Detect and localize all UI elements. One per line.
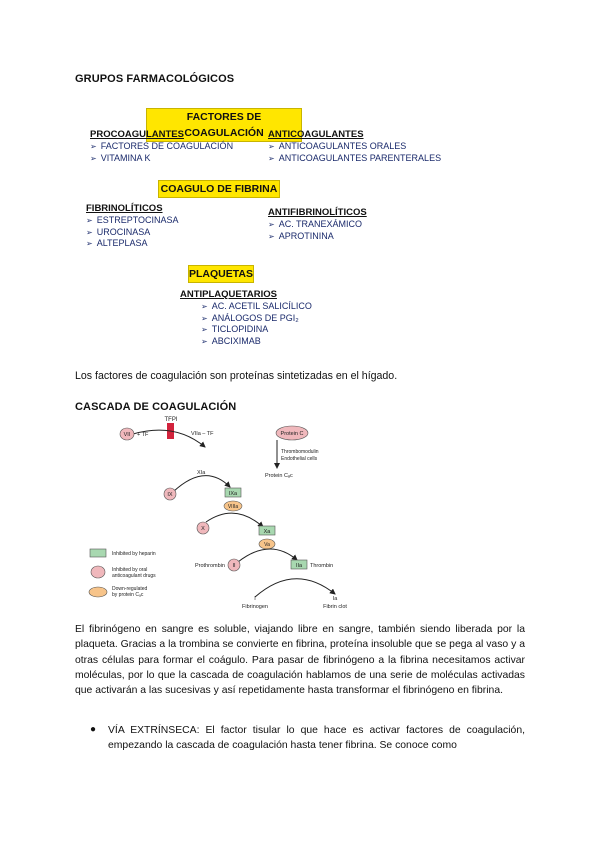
- list-item: ➢ VITAMINA K: [90, 152, 151, 163]
- sentence-factores-higado: Los factores de coagulación son proteínas sintetizadas en el hígado.: [75, 370, 398, 382]
- viia-tf-label: VIIa – TF: [191, 431, 214, 437]
- xa-label: Xa: [263, 529, 271, 535]
- prothrombin-label: Prothrombin: [195, 563, 225, 569]
- plus-tf-label: + TF: [137, 432, 149, 438]
- tfpi-label: TFPI: [164, 417, 178, 423]
- ixa-label: IXa: [228, 491, 238, 497]
- arrow-icon: ➢: [201, 336, 208, 346]
- arrow-icon: ➢: [268, 231, 275, 241]
- legend-down-label-1: Down-regulated: [112, 586, 148, 592]
- antifibrinoliticos-heading: ANTIFIBRINOLÍTICOS: [268, 207, 367, 218]
- xia-label: XIa: [197, 470, 206, 476]
- legend-down-swatch: [89, 587, 107, 597]
- box-coagulo-fibrina: COAGULO DE FIBRINA: [158, 180, 280, 198]
- list-item: ➢ ESTREPTOCINASA: [86, 215, 179, 225]
- coagulation-cascade-diagram: [85, 412, 385, 612]
- list-item: ➢ UROCINASA: [86, 226, 151, 237]
- iia-label: IIa: [295, 563, 303, 569]
- arrow-icon: ➢: [86, 216, 93, 225]
- anticoagulantes-heading: ANTICOAGULANTES: [268, 129, 364, 140]
- legend-oral-label-2: anticoagulant drugs: [112, 573, 156, 579]
- arrow-icon: ➢: [86, 239, 93, 249]
- fibrinogen-i-label: I: [254, 596, 256, 602]
- antifibrinoliticos-list: [268, 219, 362, 242]
- antiplaquetarios-heading: ANTIPLAQUETARIOS: [180, 289, 277, 300]
- arrow-icon: ➢: [90, 142, 97, 151]
- procoagulantes-heading: PROCOAGULANTES: [90, 129, 184, 140]
- anticoagulantes-list: [268, 141, 441, 164]
- legend-oral-label-1: Inhibited by oral: [112, 567, 148, 573]
- list-item: ➢ ANÁLOGOS DE PGI₂: [201, 312, 299, 323]
- list-item: ➢ FACTORES DE COAGULACIÓN: [90, 141, 234, 151]
- vii-label: VII: [123, 432, 131, 438]
- legend-heparin-label: Inhibited by heparin: [112, 551, 156, 557]
- fibrinogen-label: Fibrinogen: [242, 604, 268, 610]
- fibrinoliticos-list: [86, 215, 179, 250]
- fibrin-clot-label: Fibrin clot: [323, 604, 347, 610]
- protein-c-label: Protein C: [280, 431, 304, 437]
- list-item: ➢ ANTICOAGULANTES ORALES: [268, 141, 407, 151]
- arrow-icon: ➢: [201, 325, 208, 335]
- arrow-icon: ➢: [268, 142, 275, 151]
- endothelial-label: Endothelial cells: [281, 456, 318, 462]
- arrow-ix-to-ixa: [173, 476, 230, 492]
- list-item: ➢ AC. ACETIL SALICÍLICO: [201, 301, 312, 311]
- list-item: ➢ APROTININA: [268, 230, 334, 241]
- antiplaquetarios-list: [201, 301, 312, 347]
- legend-heparin-swatch: [90, 549, 106, 557]
- arrow-icon: ➢: [90, 153, 97, 163]
- section-title-grupos: GRUPOS FARMACOLÓGICOS: [75, 73, 235, 85]
- procoagulantes-list: [90, 141, 233, 164]
- arrow-icon: ➢: [268, 153, 275, 163]
- box-plaquetas: PLAQUETAS: [188, 265, 254, 283]
- arrow-prothrombin-to-thrombin: [238, 549, 297, 562]
- list-item: ➢ ALTEPLASA: [86, 238, 148, 249]
- protein-ca-label: Protein Cₐc: [265, 473, 293, 479]
- arrow-icon: ➢: [86, 227, 93, 237]
- list-item: ➢ ABCIXIMAB: [201, 335, 261, 346]
- paragraph-fibrinogeno: El fibrinógeno en sangre es soluble, viajando libre en sangre, también siendo liberada por la plaqueta. Gracias a la trombina se convierte en fibrina, proteína insoluble que se pega al vaso y a otras células para formar el coágulo. Para pasar de fibrinógeno a la fibrina necesitamos activar moléculas, por lo que la cascada de coagulación hablamos de una serie de moléculas activadas que activarán a las sucesivas y así repetidamente hasta transformar el fibrinógeno en fibrina.: [75, 624, 525, 697]
- arrow-fibrinogen-to-fibrin: [255, 579, 335, 597]
- arrow-x-to-xa: [206, 513, 263, 527]
- thrombin-label: Thrombin: [310, 563, 334, 569]
- x-label: X: [201, 526, 205, 532]
- va-label: Va: [264, 542, 270, 548]
- bullet-via-extrinseca: VÍA EXTRÍNSECA: El factor tisular lo que hace es activar factores de coagulación, empezando la cascada de coagulación hasta tener fibrina. Se conoce como: [108, 725, 525, 752]
- legend-down-label-2: by protein Cₐc: [112, 592, 144, 598]
- legend-oral-swatch: [91, 566, 105, 578]
- ii-label: II: [232, 563, 236, 569]
- list-item: ➢ AC. TRANEXÁMICO: [268, 219, 363, 229]
- section-title-cascada: CASCADA DE COAGULACIÓN: [75, 401, 237, 413]
- list-item: ➢ ANTICOAGULANTES PARENTERALES: [268, 152, 442, 163]
- arrow-icon: ➢: [268, 220, 275, 229]
- viiia-label: VIIIa: [227, 504, 239, 510]
- thrombomodulin-label: Thrombomodulin: [281, 449, 319, 455]
- list-item: ➢ TICLOPIDINA: [201, 324, 269, 335]
- box-factores-coagulacion: FACTORES DE COAGULACIÓN: [146, 108, 302, 142]
- fibrin-ia-label: Ia: [332, 596, 338, 602]
- ix-label: IX: [167, 492, 173, 498]
- arrow-icon: ➢: [201, 313, 208, 323]
- arrow-icon: ➢: [201, 302, 208, 311]
- bullet-icon: ●: [90, 724, 97, 735]
- fibrinoliticos-heading: FIBRINOLÍTICOS: [86, 203, 163, 214]
